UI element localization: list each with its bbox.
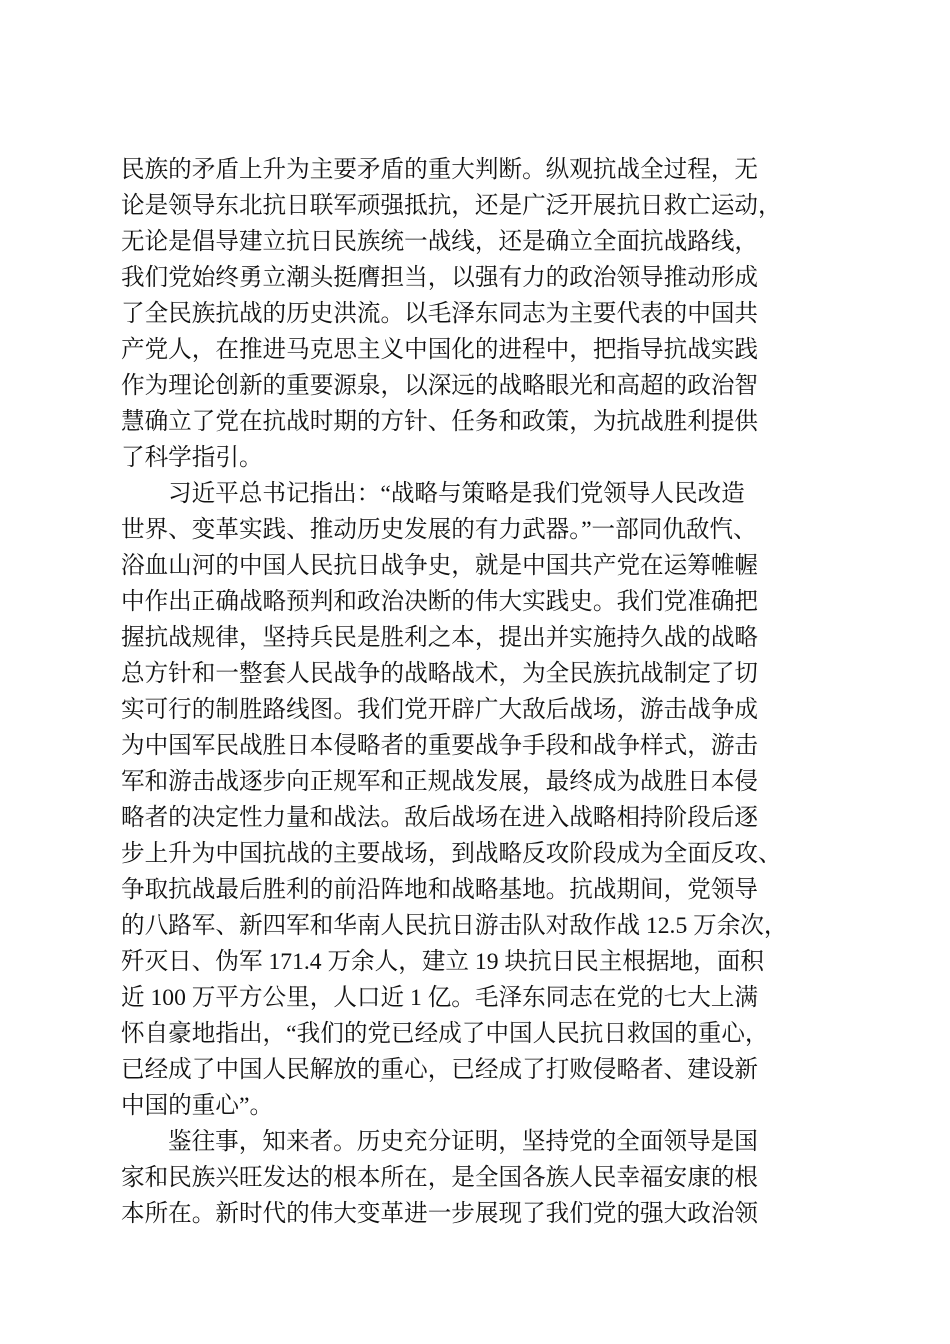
text-line: 总方针和一整套人民战争的战略战术，为全民族抗战制定了切 xyxy=(121,661,759,687)
text-line: 产党人，在推进马克思主义中国化的进程中，把指导抗战实践 xyxy=(121,337,759,363)
document-page xyxy=(121,152,841,1232)
text-line: 本所在。新时代的伟大变革进一步展现了我们党的强大政治领 xyxy=(121,1201,759,1227)
text-line: 中国的重心”。 xyxy=(121,1093,274,1119)
paragraph xyxy=(121,1124,841,1232)
text-line: 怀自豪地指出，“我们的党已经成了中国人民抗日救国的重心， xyxy=(121,1021,769,1047)
text-line: 慧确立了党在抗战时期的方针、任务和政策，为抗战胜利提供 xyxy=(121,409,759,435)
text-line: 了科学指引。 xyxy=(121,445,263,471)
text-line: 中作出正确战略预判和政治决断的伟大实践史。我们党准确把 xyxy=(121,589,759,615)
text-line: 民族的矛盾上升为主要矛盾的重大判断。纵观抗战全过程，无 xyxy=(121,157,759,183)
text-line: 略者的决定性力量和战法。敌后战场在进入战略相持阶段后逐 xyxy=(121,805,759,831)
text-line: 世界、变革实践、推动历史发展的有力武器。”一部同仇敌忾、 xyxy=(121,517,757,543)
text-line: 实可行的制胜路线图。我们党开辟广大敌后战场，游击战争成 xyxy=(121,697,759,723)
text-line: 军和游击战逐步向正规军和正规战发展，最终成为战胜日本侵 xyxy=(121,769,759,795)
text-line: 了全民族抗战的历史洪流。以毛泽东同志为主要代表的中国共 xyxy=(121,301,759,327)
text-line: 无论是倡导建立抗日民族统一战线，还是确立全面抗战路线， xyxy=(121,229,759,255)
text-line: 步上升为中国抗战的主要战场，到战略反攻阶段成为全面反攻、 xyxy=(121,841,782,867)
text-line: 歼灭日、伪军 171.4 万余人，建立 19 块抗日民主根据地，面积 xyxy=(121,949,764,975)
text-line: 浴血山河的中国人民抗日战争史，就是中国共产党在运筹帷幄 xyxy=(121,553,759,579)
paragraph xyxy=(121,152,841,476)
text-line: 论是领导东北抗日联军顽强抵抗，还是广泛开展抗日救亡运动， xyxy=(121,193,782,219)
text-line: 近 100 万平方公里，人口近 1 亿。毛泽东同志在党的七大上满 xyxy=(121,985,759,1011)
text-line: 我们党始终勇立潮头挺膺担当，以强有力的政治领导推动形成 xyxy=(121,265,759,291)
text-line: 鉴往事，知来者。历史充分证明，坚持党的全面领导是国 xyxy=(168,1129,758,1155)
text-line: 为中国军民战胜日本侵略者的重要战争手段和战争样式，游击 xyxy=(121,733,759,759)
text-line: 的八路军、新四军和华南人民抗日游击队对敌作战 12.5 万余次， xyxy=(121,913,788,939)
text-line: 家和民族兴旺发达的根本所在，是全国各族人民幸福安康的根 xyxy=(121,1165,759,1191)
text-line: 习近平总书记指出：“战略与策略是我们党领导人民改造 xyxy=(168,481,745,507)
paragraph xyxy=(121,476,841,1124)
text-line: 作为理论创新的重要源泉，以深远的战略眼光和高超的政治智 xyxy=(121,373,759,399)
text-line: 争取抗战最后胜利的前沿阵地和战略基地。抗战期间，党领导 xyxy=(121,877,759,903)
text-line: 握抗战规律，坚持兵民是胜利之本，提出并实施持久战的战略 xyxy=(121,625,759,651)
text-line: 已经成了中国人民解放的重心，已经成了打败侵略者、建设新 xyxy=(121,1057,759,1083)
